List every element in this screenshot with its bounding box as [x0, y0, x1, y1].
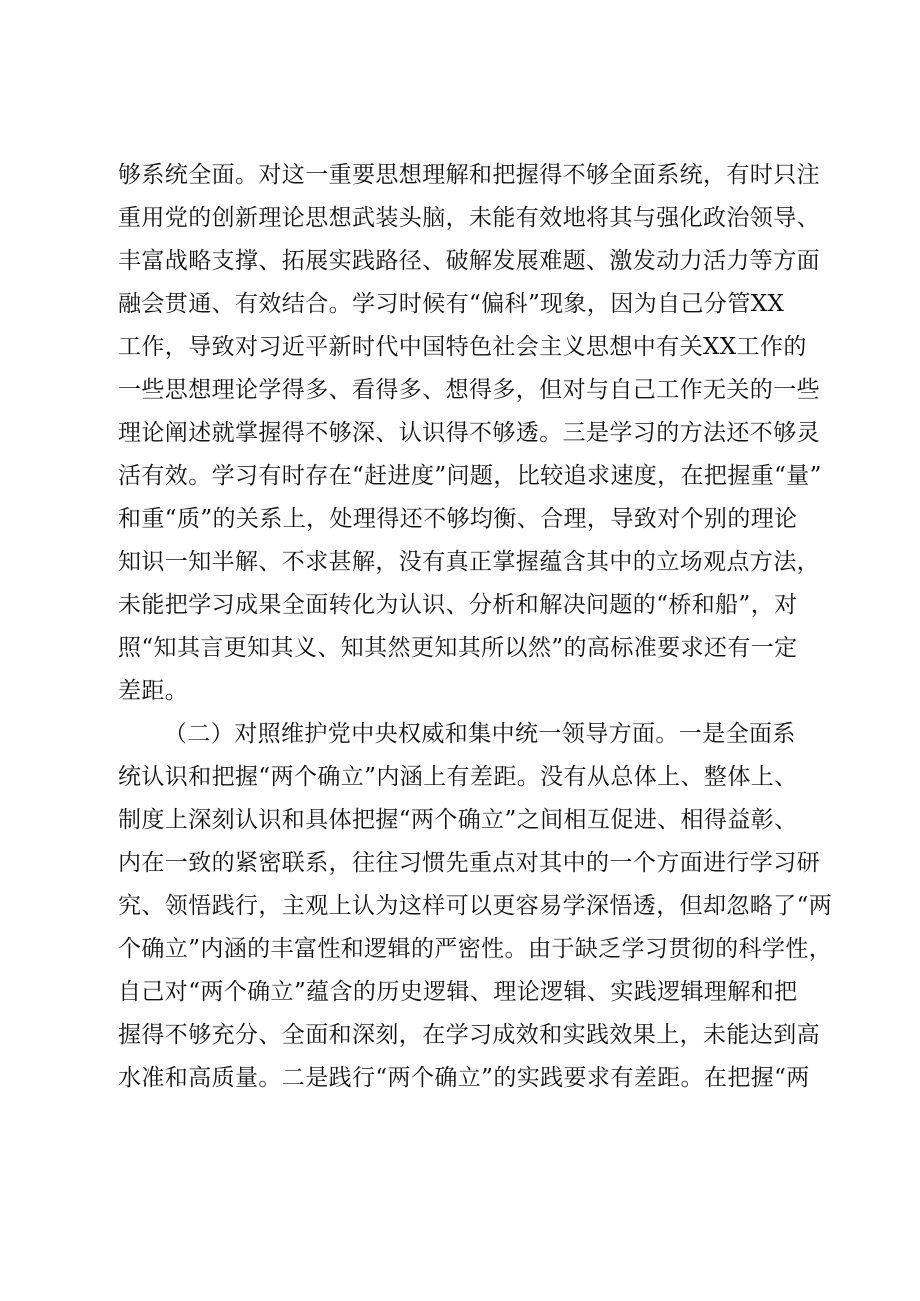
text-line: 够系统全面。对这一重要思想理解和把握得不够全面系统，有时只注	[118, 162, 820, 188]
text-line: 内在一致的紧密联系，往往习惯先重点对其中的一个方面进行学习研	[118, 850, 820, 876]
text-line: 知识一知半解、不求甚解，没有真正掌握蕴含其中的立场观点方法，	[118, 549, 820, 575]
text-line: 未能把学习成果全面转化为认识、分析和解决问题的“桥和船”，对	[118, 592, 798, 618]
text-line: 活有效。学习有时存在“赶进度”问题，比较追求速度，在把握重“量”	[118, 463, 822, 489]
text-line: 自己对“两个确立”蕴含的历史逻辑、理论逻辑、实践逻辑理解和把	[118, 979, 798, 1005]
text-line: 统认识和把握“两个确立”内涵上有差距。没有从总体上、整体上、	[118, 764, 798, 790]
text-line: 个确立”内涵的丰富性和逻辑的严密性。由于缺乏学习贯彻的科学性，	[118, 936, 833, 962]
text-line: 握得不够充分、全面和深刻，在学习成效和实践效果上，未能达到高	[118, 1022, 820, 1048]
text-line: 丰富战略支撑、拓展实践路径、破解发展难题、激发动力活力等方面	[118, 248, 820, 274]
text-line: 融会贯通、有效结合。学习时候有“偏科”现象，因为自己分管XX	[118, 291, 785, 317]
text-line: 一些思想理论学得多、看得多、想得多，但对与自己工作无关的一些	[118, 377, 820, 403]
text-line: 制度上深刻认识和具体把握“两个确立”之间相互促进、相得益彰、	[118, 807, 798, 833]
text-line: 工作，导致对习近平新时代中国特色社会主义思想中有关XX工作的	[118, 334, 807, 360]
text-line: 照“知其言更知其义、知其然更知其所以然”的高标准要求还有一定	[118, 635, 798, 661]
text-line: 理论阐述就掌握得不够深、认识得不够透。三是学习的方法还不够灵	[118, 420, 820, 446]
section-heading-line: （二）对照维护党中央权威和集中统一领导方面。一是全面系	[164, 721, 796, 747]
text-line: 和重“质”的关系上，处理得还不够均衡、合理，导致对个别的理论	[118, 506, 798, 532]
text-line: 究、领悟践行，主观上认为这样可以更容易学深悟透，但却忽略了“两	[118, 893, 833, 919]
text-line: 差距。	[118, 678, 189, 704]
text-line: 重用党的创新理论思想武装头脑，未能有效地将其与强化政治领导、	[118, 205, 820, 231]
text-line: 水准和高质量。二是践行“两个确立”的实践要求有差距。在把握“两	[118, 1065, 810, 1091]
